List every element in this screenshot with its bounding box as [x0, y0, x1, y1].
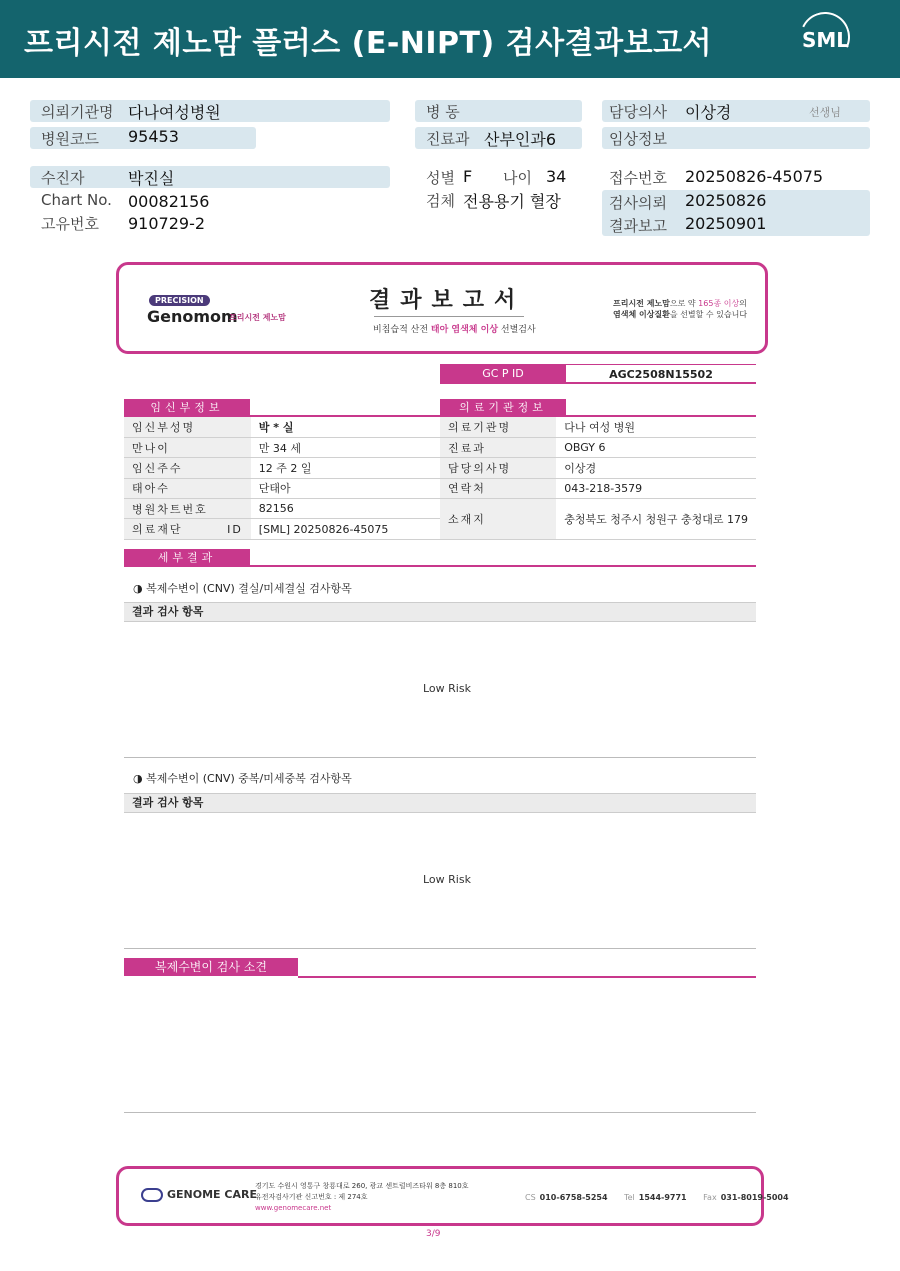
detail-results-tab: 세부결과 — [124, 549, 250, 567]
table-row: 의료재단 ID [SML] 20250826-45075 — [124, 519, 440, 539]
sml-logo: SML — [796, 12, 854, 66]
specimen-value: 전용용기 혈장 — [463, 192, 561, 211]
report-title-frame: PRECISION Genomom 프리시전 제노맘 결과보고서 비침습적 산전 태아 염색체 이상 선별검사 프리시전 제노맘으로 약 165종 이상의 염색체 이상질환을 선별할 수 있습니다 — [116, 262, 768, 354]
report-header-bar — [0, 0, 900, 78]
cnv-deletion-result: Low Risk — [423, 682, 471, 695]
genome-care-mark-icon — [141, 1188, 163, 1202]
cnv-duplication-title: ◑ 복제수변이 (CNV) 중복/미세중복 검사항목 — [133, 772, 352, 785]
table-row: 임신주수 12 주 2 일 — [124, 458, 440, 478]
table-row: 진료과 OBGY 6 — [440, 437, 756, 457]
report-date-value: 20250901 — [685, 214, 767, 233]
pregnant-info-tab: 임신부정보 — [124, 399, 250, 417]
divider — [124, 757, 756, 758]
gcp-id-label: GC P ID — [440, 364, 566, 384]
page-number: 3/9 — [426, 1229, 441, 1239]
report-subtitle: 비침습적 산전 태아 염색체 이상 선별검사 — [373, 325, 536, 335]
footer-frame — [116, 1166, 789, 1226]
table-row: 임신부성명 박 * 실 — [124, 417, 440, 437]
divider — [124, 1112, 756, 1113]
doctor-value: 이상경 — [685, 103, 732, 122]
genomom-logo: Genomom — [147, 307, 238, 326]
table-row: 병원차트번호 82156 — [124, 499, 440, 519]
divider — [124, 948, 756, 949]
cnv-deletion-title: ◑ 복제수변이 (CNV) 결실/미세결실 검사항목 — [133, 582, 352, 595]
gcp-id-value: AGC2508N15502 — [566, 364, 756, 384]
report-tagline: 프리시전 제노맘으로 약 165종 이상의 염색체 이상질환을 선별할 수 있습니다 — [613, 299, 748, 319]
website-link[interactable]: www.genomecare.net — [255, 1204, 332, 1212]
report-title: 결과보고서 — [369, 288, 526, 313]
sex-value: F — [463, 167, 473, 186]
institution-info-table — [440, 417, 756, 540]
cnv-deletion-header: 결과 검사 항목 — [124, 602, 756, 622]
dept-value: 산부인과6 — [484, 130, 557, 149]
chart-no-value: 00082156 — [128, 192, 210, 211]
cnv-opinion-tab: 복제수변이 검사 소견 — [124, 958, 298, 976]
age-value: 34 — [546, 167, 567, 186]
receipt-no-value: 20250826-45075 — [685, 167, 824, 186]
hospital-code-value: 95453 — [128, 127, 179, 146]
precision-badge: PRECISION — [149, 295, 210, 306]
table-row: 담당의사명 이상경 — [440, 458, 756, 478]
institution-value: 다나여성병원 — [128, 103, 221, 122]
pregnant-info-table — [124, 417, 440, 540]
title-divider — [374, 316, 524, 317]
table-row: 의료기관명 다나 여성 병원 — [440, 417, 756, 437]
footer-contacts: CS 010-6758-5254 Tel 1544-9771 Fax 031-8019-5004 — [525, 1193, 789, 1202]
table-row: 소재지 충청북도 청주시 청원구 충청대로 179 — [440, 499, 756, 540]
table-row: 만나이 만 34 세 — [124, 437, 440, 457]
recipient-value: 박진실 — [128, 169, 175, 188]
request-date-value: 20250826 — [685, 191, 767, 210]
cnv-duplication-result: Low Risk — [423, 873, 471, 886]
footer-address: 경기도 수원시 영통구 창룡대로 260, 광교 센트럴비즈타워 8층 810호 유전자검사기관 신고번호 : 제 274호 www.genomecare.net — [255, 1182, 469, 1212]
institution-info-tab: 의료기관정보 — [440, 399, 566, 417]
document-title: 프리시전 제노맘 플러스 (E-NIPT) 검사결과보고서 — [24, 26, 713, 61]
table-row: 태아수 단태아 — [124, 478, 440, 498]
table-row: 연락처 043-218-3579 — [440, 478, 756, 498]
unique-no-value: 910729-2 — [128, 214, 206, 233]
cnv-duplication-header: 결과 검사 항목 — [124, 793, 756, 813]
genome-care-logo: GENOME CARE — [141, 1188, 257, 1202]
